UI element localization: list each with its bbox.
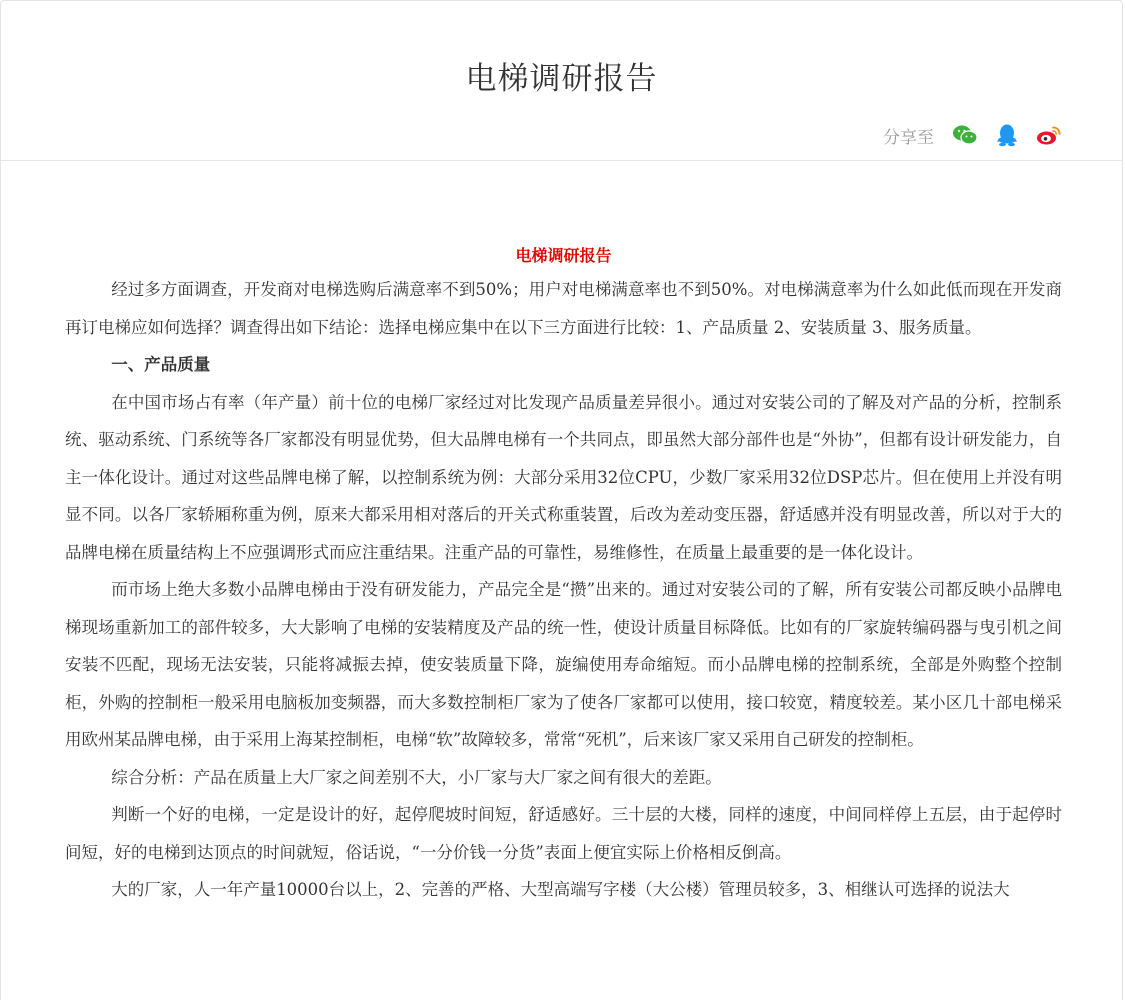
share-label: 分享至 (883, 127, 934, 148)
weibo-icon[interactable] (1036, 122, 1062, 148)
header (1, 1, 1122, 161)
paragraph: 在中国市场占有率（年产量）前十位的电梯厂家经过对比发现产品质量差异很小。通过对安装公司的了解及对产品的分析，控制系统、驱动系统、门系统等各厂家都没有明显优势，但大品牌电梯有一个共同点，即虽然大部分部件也是“外协”，但都有设计研发能力，自主一体化设计。通过对这些品牌电梯了解，以控制系统为例：大部分采用32位CPU，少数厂家采用32位DSP芯片。但在使用上并没有明显不同。以各厂家轿厢称重为例，原来大都采用相对落后的开关式称重装置，后改为差动变压器，舒适感并没有明显改善，所以对于大的品牌电梯在质量结构上不应强调形式而应注重结果。注重产品的可靠性，易维修性，在质量上最重要的是一体化设计。 (65, 392, 1062, 562)
article-title: 电梯调研报告 (515, 246, 612, 265)
share-bar (883, 119, 1062, 151)
paragraph: 判断一个好的电梯，一定是设计的好，起停爬坡时间短，舒适感好。三十层的大楼，同样的速度，中间同样停上五层，由于起停时间短，好的电梯到达顶点的时间就短，俗话说，“一分价钱一分货”表面上便宜实际上价格相反倒高。 (65, 805, 1062, 862)
paragraph: 大的厂家，人一年产量10000台以上，2、完善的严格、大型高端写字楼（大公楼）管理员较多，3、相继认可选择的说法大 (111, 880, 1010, 899)
qq-icon[interactable] (994, 122, 1020, 148)
page-title: 电梯调研报告 (465, 61, 658, 97)
paragraph: 综合分析：产品在质量上大厂家之间差别不大，小厂家与大厂家之间有很大的差距。 (111, 767, 722, 787)
section-heading: 一、产品质量 (111, 355, 211, 374)
wechat-icon[interactable] (952, 122, 978, 148)
article-body (65, 241, 1062, 909)
paragraph: 而市场上绝大多数小品牌电梯由于没有研发能力，产品完全是“攒”出来的。通过对安装公司的了解，所有安装公司都反映小品牌电梯现场重新加工的部件较多，大大影响了电梯的安装精度及产品的统一性，使设计质量目标降低。比如有的厂家旋转编码器与曳引机之间安装不匹配，现场无法安装，只能将减振去掉，使安装质量下降，旋编使用寿命缩短。而小品牌电梯的控制系统，全部是外购整个控制柜，外购的控制柜一般采用电脑板加变频器，而大多数控制柜厂家为了使各厂家都可以使用，接口较宽，精度较差。某小区几十部电梯采用欧州某品牌电梯，由于采用上海某控制柜，电梯“软”故障较多，常常“死机”，后来该厂家又采用自己研发的控制柜。 (65, 580, 1062, 749)
paragraph: 经过多方面调查，开发商对电梯选购后满意率不到50%；用户对电梯满意率也不到50%。对电梯满意率为什么如此低而现在开发商再订电梯应如何选择？调查得出如下结论：选择电梯应集中在以下三方面进行比较：1、产品质量 2、安装质量 3、服务质量。 (65, 280, 1062, 337)
